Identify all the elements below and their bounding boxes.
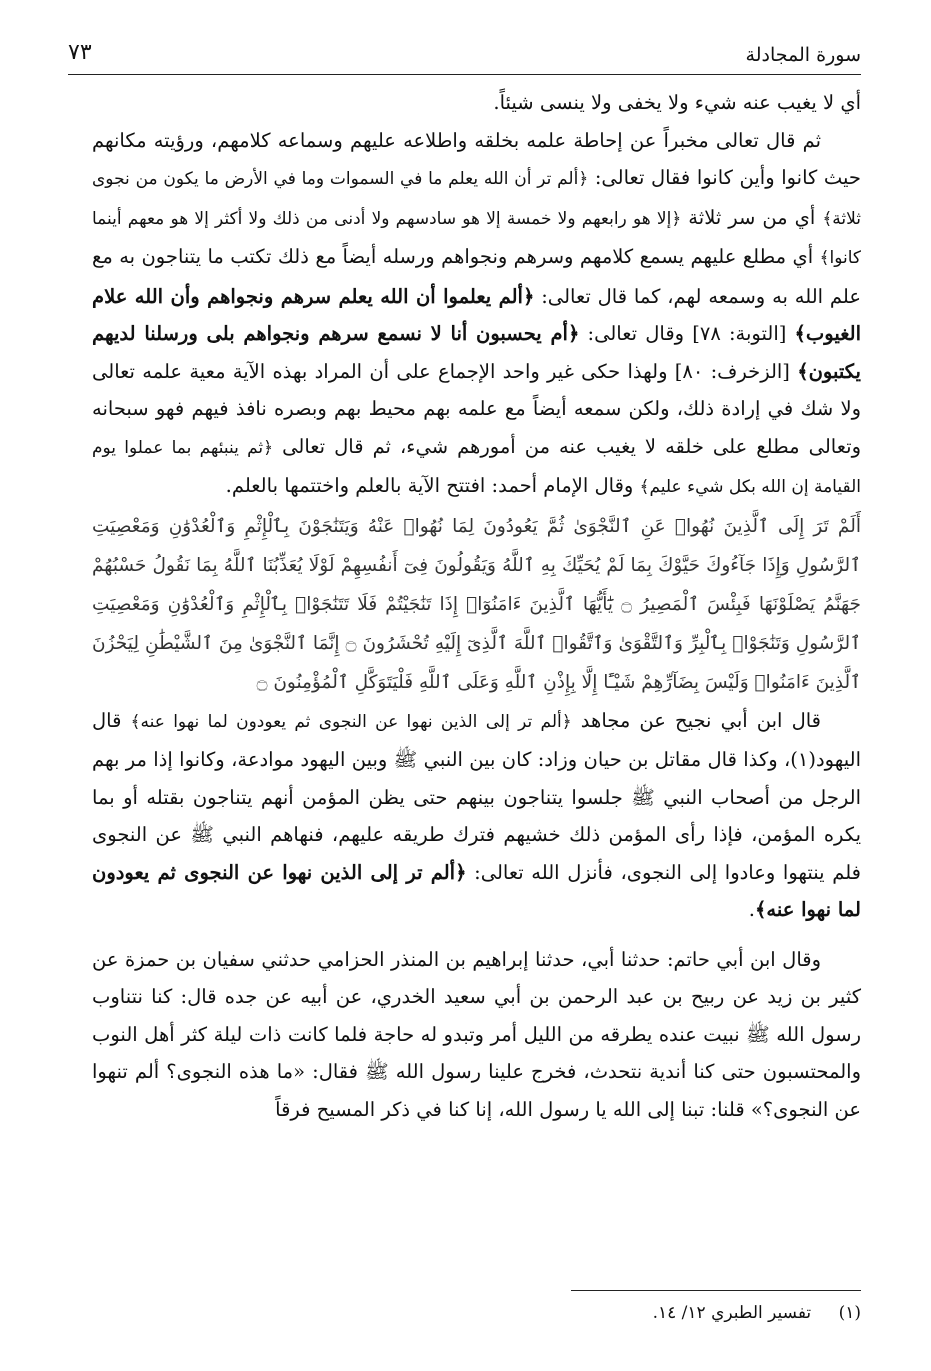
text-segment: قال اليهود(١)، وكذا قال مقاتل بن حيان وزاد: كان بين النبي ﷺ وبين اليهود موادعة، وكانوا إذا مر بهم الرجل من أصحاب النبي ﷺ جلسوا يتناجون بينهم حتى يظن المؤمن أنهم يتناجون بقتله أو بما يكره المؤمن، فإذا رأى المؤمن ذلك خشيهم فترك طريقه عليهم، فنهاهم النبي ﷺ عن النجوى فلم ينتهوا وعادوا إلى النجوى، فأنزل الله تعالى: [92,708,861,884]
verse-quote-bold: ﴿ألم يعلموا أن الله يعلم سرهم ونجواهم وأن الله علام الغيوب﴾ [92,284,862,345]
text-segment: [التوبة: ٧٨] وقال تعالى: [579,322,795,345]
text-segment: وقال الإمام أحمد: افتتح الآية بالعلم واختتمها بالعلم. [225,474,640,497]
running-header [68,38,861,75]
quran-verses-block: أَلَمْ تَرَ إِلَى ٱلَّذِينَ نُهُوا۟ عَنِ ٱلنَّجْوَىٰ ثُمَّ يَعُودُونَ لِمَا نُهُوا۟ عَنْهُ وَيَتَنَٰجَوْنَ بِٱلْإِثْمِ وَٱلْعُدْوَٰنِ وَمَعْصِيَتِ ٱلرَّسُولِ وَإِذَا جَآءُوكَ حَيَّوْكَ بِمَا لَمْ يُحَيِّكَ بِهِ ٱللَّهُ وَيَقُولُونَ فِىٓ أَنفُسِهِمْ لَوْلَا يُعَذِّبُنَا ٱللَّهُ بِمَا نَقُولُ حَسْبُهُمْ جَهَنَّمُ يَصْلَوْنَهَا فَبِئْسَ ٱلْمَصِيرُ ۝ يَٰٓأَيُّهَا ٱلَّذِينَ ءَامَنُوٓا۟ إِذَا تَنَٰجَيْتُمْ فَلَا تَتَنَٰجَوْا۟ بِٱلْإِثْمِ وَٱلْعُدْوَٰنِ وَمَعْصِيَتِ ٱلرَّسُولِ وَتَنَٰجَوْا۟ بِٱلْبِرِّ وَٱلتَّقْوَىٰ وَٱتَّقُوا۟ ٱللَّهَ ٱلَّذِىٓ إِلَيْهِ تُحْشَرُونَ ۝ إِنَّمَا ٱلنَّجْوَىٰ مِنَ ٱلشَّيْطَٰنِ لِيَحْزُنَ ٱلَّذِينَ ءَامَنُوا۟ وَلَيْسَ بِضَآرِّهِمْ شَيْـًٔا إِلَّا بِإِذْنِ ٱللَّهِ وَعَلَى ٱللَّهِ فَلْيَتَوَكَّلِ ٱلْمُؤْمِنُونَ ۝ [92,515,861,693]
paragraph-2 [92,122,861,507]
text-segment: أي من سر ثلاثة [681,205,823,229]
footnote-text: تفسير الطبري ١٢/ ١٤. [652,1303,812,1323]
verse-quote: ﴿ألم تر إلى الذين نهوا عن النجوى ثم يعودون لما نهوا عنه﴾ [130,711,572,732]
text-segment: قال ابن أبي نجيح عن مجاهد [571,708,822,732]
footnote-divider [571,1290,861,1291]
verse-quote-bold: ﴿أم يحسبون أنا لا نسمع سرهم ونجواهم بلى ورسلنا لديهم يكتبون﴾ [92,322,861,383]
paragraph-1: أي لا يغيب عنه شيء ولا يخفى ولا ينسى شيئاً. [493,91,861,114]
text-segment: . [748,898,755,921]
verse-quote-bold: ﴿ألم تر إلى الذين نهوا عن النجوى ثم يعودون لما نهوا عنه﴾ [92,860,861,921]
verse-quote: ﴿إلا هو رابعهم ولا خمسة إلا هو سادسهم ولا أدنى من ذلك ولا أكثر إلا هو معهم أينما كانوا﴾ [92,208,861,268]
paragraph-3 [92,702,861,929]
surah-title: سورة المجادلة [745,44,861,66]
text-segment: ثم قال تعالى مخبراً عن إحاطة علمه بخلقه واطلاعه عليهم وسماعه كلامهم، ورؤيته مكانهم حيث كانوا وأين كانوا فقال تعالى: [92,128,861,189]
text-segment: أي مطلع عليهم يسمع كلامهم وسرهم ونجواهم ورسله أيضاً مع ذلك تكتب ما يتناجون به مع علم الله به وسمعه لهم، كما قال تعالى: [92,245,861,308]
verse-quote: ﴿ألم تر أن الله يعلم ما في السموات وما في الأرض ما يكون من نجوى ثلاثة﴾ [92,169,861,229]
footnote [653,1303,861,1323]
paragraph-4: وقال ابن أبي حاتم: حدثنا أبي، حدثنا إبراهيم بن المنذر الحزامي حدثني سفيان بن حمزة عن كثير بن زيد عن ربيح بن عبد الرحمن بن أبي سعيد الخدري، عن أبيه عن جده قال: كنا نتناوب رسول الله ﷺ نبيت عنده يطرقه من الليل أمر وتبدو له حاجة فلما كانت ذات ليلة كثر أهل النوب والمحتسبون حتى كنا أندية نتحدث، فخرج علينا رسول الله ﷺ فقال: «ما هذه النجوى؟ ألم تنهوا عن النجوى؟» قلنا: تبنا إلى الله يا رسول الله، إنا كنا في ذكر المسيح فرقاً [92,947,861,1121]
footnote-number: (١) [838,1303,861,1323]
body-text [92,84,861,1128]
page-number: ٧٣ [68,40,92,65]
text-segment: [الزخرف: ٨٠] ولهذا حكى غير واحد الإجماع على أن المراد بهذه الآية معية علمه تعالى ولا شك في إرادة ذلك، ولكن سمعه أيضاً مع علمه بهم محيط بهم وبصره نافذ فيهم فهو سبحانه وتعالى مطلع على خلقه لا يغيب عنه من أمورهم شيء، ثم قال تعالى [92,359,861,458]
verse-quote: ﴿ثم ينبئهم بما عملوا يوم القيامة إن الله بكل شيء عليم﴾ [92,437,861,497]
